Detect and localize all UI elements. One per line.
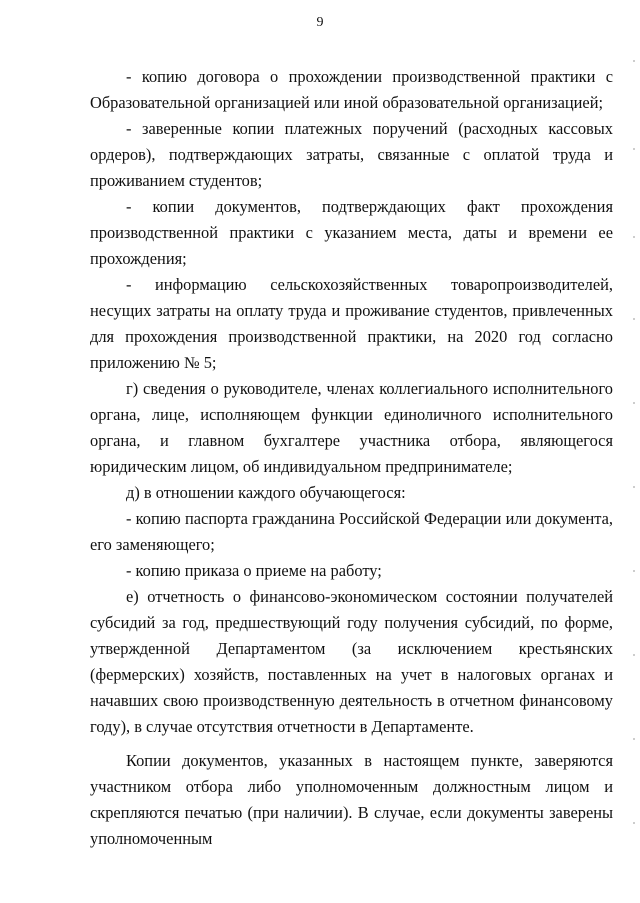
paragraph-item-e: е) отчетность о финансово-экономическом состоянии получателей субсидий за год, предшествующий году получения субсидий, по форме, утвержденной Департаментом (за исключением крестьянских (фермерских) хозяйств, поставленных на учет в налоговых органах и начавших свою производственную деятельность в отчетном финансовому году), в случае отсутствия отчетности в Департаменте. [90, 587, 613, 736]
paragraph-passport-copy: - копию паспорта гражданина Российской Федерации или документа, его заменяющего; [90, 509, 613, 554]
paragraph-payment-orders: - заверенные копии платежных поручений (расходных кассовых ордеров), подтверждающих затраты, связанные с оплатой труда и проживанием студентов; [90, 119, 613, 190]
paragraph-producers-info: - информацию сельскохозяйственных товаропроизводителей, несущих затраты на оплату труда и проживание студентов, привлеченных для прохождения производственной практики, на 2020 год согласно приложению № 5; [90, 275, 613, 372]
paragraph-item-g: г) сведения о руководителе, членах коллегиального исполнительного органа, лице, исполняющем функции единоличного исполнительного органа, и главном бухгалтере участника отбора, являющегося юридическим лицом, об индивидуальном предпринимателе; [90, 379, 613, 476]
document-body [90, 64, 613, 852]
paragraph-copies-certification: Копии документов, указанных в настоящем пункте, заверяются участником отбора либо уполномоченным должностным лицом и скрепляются печатью (при наличии). В случае, если документы заверены уполномоченным [90, 751, 613, 848]
paragraph-practice-documents: - копии документов, подтверждающих факт прохождения производственной практики с указанием места, даты и времени ее прохождения; [90, 197, 613, 268]
page-number: 9 [316, 15, 324, 30]
scan-edge-marks [633, 0, 637, 903]
paragraph-hiring-order: - копию приказа о приеме на работу; [126, 561, 382, 580]
paragraph-item-d: д) в отношении каждого обучающегося: [126, 483, 406, 502]
paragraph-contract-copy: - копию договора о прохождении производственной практики с Образовательной организацией или иной образовательной организацией; [90, 67, 613, 112]
